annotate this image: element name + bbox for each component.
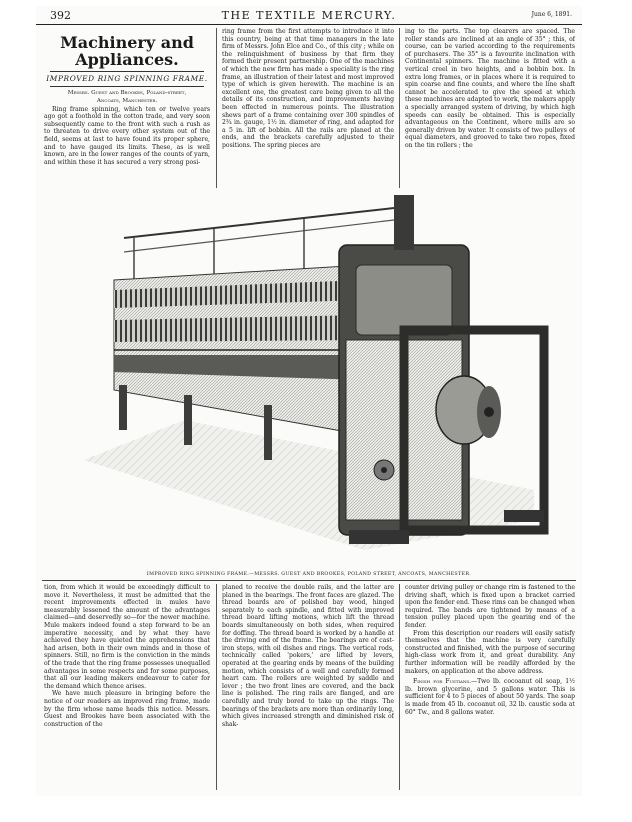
top-col1-text: Ring frame spinning, which ten or twelve years ago got a foothold in the cotton trade, and very soon subsequently came to the front with such a rush as to threaten to drive every other system out of the field, seems at last to have found its proper sphere, and to have gauged its limits. These, as is well known, are in the lower ranges of the counts of yarn, and within these it has secured a very strong posi-	[44, 105, 210, 166]
section-heading-line-1: Machinery and	[60, 33, 194, 52]
publication-title: THE TEXTILE MERCURY.	[221, 9, 397, 22]
issue-date: June 6, 1891.	[531, 11, 572, 18]
bottom-col2-text: planed to receive the double rails, and the latter are planed in the bearings. The front faces are glazed. The thread boards are of polished bay wood, hinged separately to each spindle, and fitted with improved thread board lifting motions, which lift the thread boards simultaneously on both sides, when required for doffing. The thread board is worked by a handle at the driving end of the frame. The bearings are of cast-iron steps, with oil dishes and rings. The vertical rods, technically called 'pokers,' are lifted by levers, operated at the gearing ends by means of the building motion, which consists of a well and carefully formed heart cam. The rollers are weighted by saddle and lever ; the two front lines are covered, and the back line is polished. The ring rails are flanged, and are carefully and truly bored to take up the rings. The bearings of the brackets are more than ordinarily long, which gives increased strength and diminished risk of shak-	[222, 584, 394, 728]
top-column-1	[44, 28, 210, 188]
top-col2-text: ring frame from the first attempts to introduce it into this country, being at that time managers in the late firm of Messrs. John Elce and Co., of this city ; while on the relinquishment of business by that firm they formed their present partnership. One of the machines of which the new firm has made a speciality is the ring frame, an illustration of their latest and most improved type of which is given herewith. The machine is an excellent one, the greatest care being given to all the details of its construction, and improvements having been effected in numerous points. The illustration shews part of a frame containing over 300 spindles of 2¾ in. gauge, 1½ in. diameter of ring, and adapted for a 5 in. lift of bobbin. All the rails are planed at the ends, and the brackets carefully adjusted to their positions. The spring pieces are	[222, 28, 394, 149]
ring-spinning-frame-engraving	[64, 190, 556, 570]
finish-for-fustians-heading: Finish for Fustians.	[413, 678, 472, 686]
article-title: IMPROVED RING SPINNING FRAME.	[46, 74, 208, 83]
column-divider	[216, 584, 217, 790]
column-divider	[399, 28, 400, 188]
top-column-3	[405, 28, 575, 188]
bottom-column-3	[405, 584, 575, 792]
bottom-column-1	[44, 584, 210, 792]
bottom-col1-text-2: We have much pleasure in bringing before the notice of our readers an improved ring frame, made by the firm whose name heads this notice. Messrs. Guest and Brookes have been associated with the construction of the	[44, 690, 210, 728]
column-divider	[399, 584, 400, 790]
top-column-2	[222, 28, 394, 188]
bottom-column-2	[222, 584, 394, 792]
page-header	[36, 6, 582, 25]
column-divider	[216, 28, 217, 188]
page-number: 392	[50, 9, 71, 22]
figure-caption: IMPROVED RING SPINNING FRAME.—MESSRS. GUEST AND BROOKES, POLAND STREET, ANCOATS, MANCHESTER.	[146, 572, 472, 577]
title-rule	[50, 86, 204, 87]
newspaper-page	[36, 6, 582, 796]
section-heading-line-2: Appliances.	[75, 50, 179, 69]
article-byline-1: Messrs. Guest and Brookes, Poland-street,	[67, 89, 187, 96]
section-heading	[44, 34, 210, 68]
bottom-col3-text-1: counter driving pulley or change rim is fastened to the driving shaft, which is fixed upon a bracket carried upon the fender end. These rims can be changed when required. The bands are tightened by means of a tension pulley placed upon the gearing end of the fender.	[405, 584, 575, 629]
article-byline-2: Ancoats, Manchester.	[96, 97, 158, 104]
bottom-col1-text-1: tion, from which it would be exceedingly difficult to move it. Nevertheless, it must be admitted that the recent improvements effected in mules have measurably lessened the amount of the advantages claimed—and deservedly so—for the newer machine. Mule makers indeed found a step forward to be an imperative necessity, and by what they have achieved they have quieted the apprehensions that had arisen, both in their own minds and in those of spinners. Still, no firm is the conviction in the minds of the trade that the ring frame possesses unequalled advantages in some respects and for some purposes, that all our leading makers endeavour to cater for the demand which thence arises.	[44, 584, 210, 690]
finish-for-fustians-text: —Two lb. cocoanut oil soap, 1½ lb. brown glycerine, and 5 gallons water. This is sufficient for 4 to 5 pieces of about 50 yards. The soap is made from 45 lb. cocoanut oil, 32 lb. caustic soda at 60° Tw., and 8 gallons water.	[405, 678, 575, 716]
bottom-col3-text-2: From this description our readers will easily satisfy themselves that the machine is very carefully constructed and finished, with the purpose of securing high-class work from it, and great durability. Any further information will be readily afforded by the makers, on application at the above address.	[405, 629, 575, 675]
top-col3-text: ing to the parts. The top clearers are spaced. The roller stands are inclined at an angle of 35° ; this, of course, can be varied according to the requirements of purchasers. The 35° is a favourite inclination with Continental spinners. The machine is fitted with a vertical creel in two heights, and a bobbin box. In extra long frames, or in places where it is required to spin coarse and fine counts, and where the line shaft cannot be accelerated to give the speed at which these machines are adapted to work, the makers apply a specially arranged system of driving, by which high speeds can easily be obtained. This is especially advantageous on the Continent, where mills are so generally driven by water. It consists of two pulleys of equal diameters, and grooved to take two ropes, fixed on the tin rollers ; the	[405, 28, 575, 149]
finish-for-fustians-paragraph	[405, 678, 575, 716]
caption-rule	[42, 580, 576, 581]
section-rule	[50, 71, 204, 72]
